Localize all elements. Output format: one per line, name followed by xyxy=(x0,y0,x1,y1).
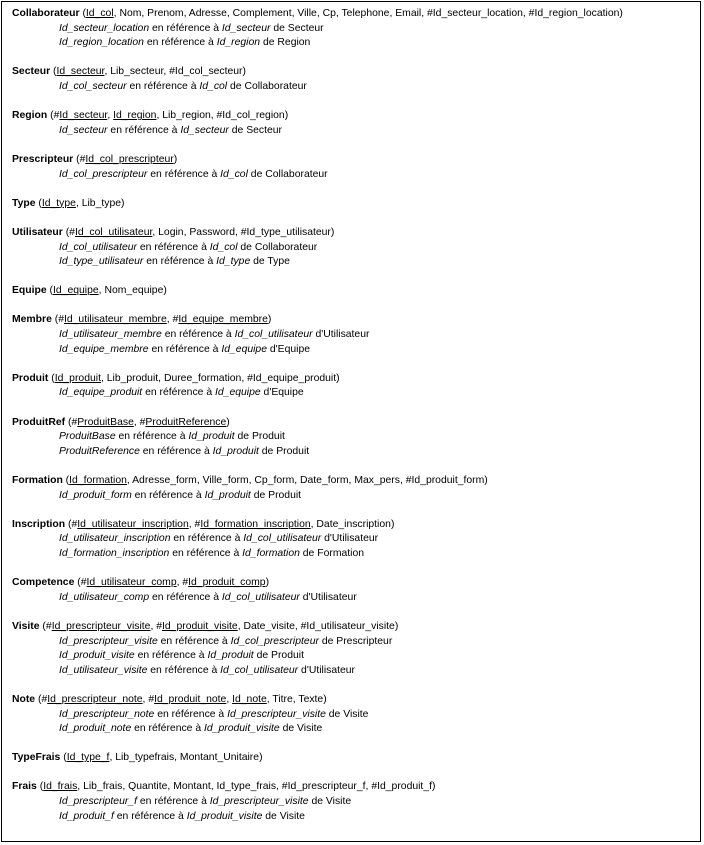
relational-schema xyxy=(12,7,694,839)
entity-name: Frais xyxy=(12,781,37,793)
entity-block xyxy=(12,751,694,766)
attribute: Id_type_frais xyxy=(216,781,277,793)
reference-preposition: de xyxy=(253,489,266,501)
reference-preposition: de xyxy=(265,810,277,822)
reference-preposition: de xyxy=(262,37,275,49)
entity-name: Type xyxy=(12,197,36,209)
entity-definition: Collaborateur (Id_col, Nom, Prenom, Adresse, Complement, Ville, Cp, Telephone, Email, #Id_secteur_location, #Id_region_location) xyxy=(12,8,623,19)
foreign-key-reference xyxy=(12,591,694,606)
referenced-table: Region xyxy=(277,37,311,49)
entity-definition: Equipe (Id_equipe, Nom_equipe) xyxy=(12,285,167,297)
referenced-table: Visite xyxy=(297,723,323,735)
referenced-table: Collaborateur xyxy=(244,80,307,92)
reference-phrase: en référence à xyxy=(152,591,220,603)
reference-phrase: en référence à xyxy=(139,796,207,808)
primary-key-attribute: Id_col_utilisateur xyxy=(74,226,153,238)
primary-key-attribute: Id_utilisateur_comp xyxy=(86,577,177,589)
attribute: Prenom xyxy=(147,8,184,19)
attribute: Max_pers xyxy=(354,475,400,486)
entity-name: Inscription xyxy=(12,518,66,530)
referenced-table: Produit xyxy=(271,650,304,662)
attribute: Texte xyxy=(298,693,324,705)
referenced-column: Id_equipe xyxy=(215,387,261,399)
reference-phrase: en référence à xyxy=(137,650,205,662)
referenced-table: Produit xyxy=(251,431,285,443)
entity-definition: ProduitRef (#ProduitBase, #ProduitReference) xyxy=(12,416,230,428)
foreign-key-reference xyxy=(12,80,694,95)
reference-preposition: de xyxy=(253,256,265,268)
foreign-key-name: Id_formation_inscription xyxy=(59,547,170,559)
reference-phrase: en référence à xyxy=(150,664,218,676)
referenced-column: Id_produit xyxy=(188,431,235,443)
entity-definition: Visite (#Id_prescripteur_visite, #Id_produit_visite, Date_visite, #Id_utilisateur_visite) xyxy=(12,620,399,632)
attribute: Lib_region xyxy=(162,110,211,122)
reference-phrase: en référence à xyxy=(142,445,210,457)
entity-name: Note xyxy=(12,693,36,705)
reference-phrase: en référence à xyxy=(134,723,202,735)
entity-name: Prescripteur xyxy=(12,153,74,165)
entity-name: Equipe xyxy=(12,285,47,297)
foreign-key-name: Id_prescripteur_note xyxy=(59,708,155,720)
primary-key-attribute: ProduitBase xyxy=(77,416,134,428)
referenced-table: Visite xyxy=(325,796,352,808)
entity-name: Competence xyxy=(12,577,75,589)
primary-key-attribute: ProduitReference xyxy=(145,416,227,428)
foreign-key-reference xyxy=(12,328,694,343)
referenced-table: Utilisateur xyxy=(310,591,357,603)
primary-key-attribute: Id_equipe_membre xyxy=(178,314,268,326)
entity-definition: Prescripteur (#Id_col_prescripteur) xyxy=(12,153,178,165)
entity-block xyxy=(12,474,694,503)
foreign-key-name: Id_produit_form xyxy=(59,489,132,501)
foreign-key-reference xyxy=(12,547,694,562)
reference-phrase: en référence à xyxy=(146,37,214,49)
attribute: Date_visite xyxy=(243,620,295,632)
primary-key-attribute: Id_secteur xyxy=(56,66,105,78)
attribute: Adresse_form xyxy=(132,475,197,486)
referenced-table: Utilisateur xyxy=(331,533,379,545)
entity-definition: Produit (Id_produit, Lib_produit, Duree_formation, #Id_equipe_produit) xyxy=(12,372,340,384)
attribute: #Id_equipe_produit xyxy=(247,372,337,384)
entity-block xyxy=(12,109,694,138)
entity-block xyxy=(12,313,694,357)
foreign-key-reference xyxy=(12,241,694,256)
foreign-key-name: Id_equipe_membre xyxy=(59,343,149,355)
attribute: #Id_utilisateur_visite xyxy=(300,620,395,632)
referenced-column: Id_produit_visite xyxy=(204,723,280,735)
entity-block xyxy=(12,620,694,678)
entity-definition: Secteur (Id_secteur, Lib_secteur, #Id_col_secteur) xyxy=(12,66,246,78)
attribute: Adresse xyxy=(188,8,227,19)
foreign-key-name: Id_prescripteur_visite xyxy=(59,635,158,647)
referenced-column: Id_equipe xyxy=(221,343,267,355)
entity-block xyxy=(12,65,694,94)
foreign-key-reference xyxy=(12,22,694,37)
reference-preposition: de xyxy=(240,241,252,253)
referenced-column: Id_prescripteur_visite xyxy=(209,796,309,808)
attribute: Quantite xyxy=(128,781,168,793)
entity-block xyxy=(12,780,694,824)
primary-key-attribute: Id_utilisateur_inscription xyxy=(77,518,189,530)
primary-key-attribute: Id_produit_note xyxy=(154,693,227,705)
document-frame xyxy=(1,1,701,842)
referenced-table: Secteur xyxy=(287,22,324,34)
attribute: #Id_prescripteur_f xyxy=(281,781,366,793)
foreign-key-reference xyxy=(12,489,694,504)
reference-preposition: de xyxy=(231,124,244,136)
entity-block xyxy=(12,226,694,270)
entity-name: Region xyxy=(12,110,48,122)
entity-definition: Inscription (#Id_utilisateur_inscription, #Id_formation_inscription, Date_inscription) xyxy=(12,518,395,530)
foreign-key-reference xyxy=(12,255,694,270)
foreign-key-reference xyxy=(12,36,694,51)
primary-key-attribute: Id_col_prescripteur xyxy=(85,153,174,165)
referenced-table: Utilisateur xyxy=(323,329,370,341)
attribute: Titre xyxy=(272,693,293,705)
primary-key-attribute: Id_utilisateur_membre xyxy=(63,314,167,326)
entity-block xyxy=(12,284,694,299)
foreign-key-name: Id_equipe_produit xyxy=(59,387,143,399)
entity-definition: Formation (Id_formation, Adresse_form, Ville_form, Cp_form, Date_form, Max_pers, #Id_produit_form) xyxy=(12,475,488,486)
referenced-column: Id_col_prescripteur xyxy=(230,635,319,647)
foreign-key-reference xyxy=(12,795,694,810)
entity-definition: Membre (#Id_utilisateur_membre, #Id_equipe_membre) xyxy=(12,314,272,326)
attribute: Montant xyxy=(173,781,211,793)
attribute: Duree_formation xyxy=(163,372,242,384)
attribute: Telephone xyxy=(341,8,390,19)
reference-phrase: en référence à xyxy=(145,387,213,399)
reference-phrase: en référence à xyxy=(157,708,225,720)
referenced-column: Id_produit xyxy=(212,445,259,457)
referenced-table: Equipe xyxy=(271,387,304,399)
attribute: Ville xyxy=(297,8,317,19)
attribute: #Id_type_utilisateur xyxy=(240,226,331,238)
attribute: Lib_produit xyxy=(106,372,159,384)
referenced-column: Id_col_utilisateur xyxy=(220,664,299,676)
primary-key-attribute: Id_prescripteur_note xyxy=(47,693,143,705)
primary-key-attribute: Id_type xyxy=(41,197,76,209)
foreign-key-name: Id_utilisateur_inscription xyxy=(59,533,171,545)
referenced-column: Id_secteur xyxy=(180,124,229,136)
reference-preposition: d' xyxy=(324,533,332,545)
foreign-key-name: Id_utilisateur_comp xyxy=(59,591,150,603)
foreign-key-reference xyxy=(12,168,694,183)
attribute: Complement xyxy=(232,8,292,19)
reference-preposition: de xyxy=(237,431,250,443)
foreign-key-reference xyxy=(12,445,694,460)
primary-key-attribute: Id_col xyxy=(85,8,114,19)
primary-key-attribute: Id_region xyxy=(113,110,157,122)
entity-name: Visite xyxy=(12,620,40,632)
foreign-key-name: Id_utilisateur_membre xyxy=(59,329,162,341)
reference-phrase: en référence à xyxy=(118,431,186,443)
attribute: Date_form xyxy=(300,475,349,486)
foreign-key-name: Id_produit_visite xyxy=(59,650,135,662)
referenced-column: Id_type xyxy=(216,256,251,268)
referenced-table: Secteur xyxy=(246,124,283,136)
referenced-column: Id_col_utilisateur xyxy=(243,533,322,545)
attribute: #Id_col_secteur xyxy=(169,66,243,78)
referenced-column: Id_region xyxy=(216,37,261,49)
attribute: Cp_form xyxy=(254,475,295,486)
foreign-key-name: Id_secteur_location xyxy=(59,22,150,34)
primary-key-attribute: Id_type_f xyxy=(66,752,110,764)
referenced-table: Visite xyxy=(343,708,369,720)
entity-definition: Frais (Id_frais, Lib_frais, Quantite, Montant, Id_type_frais, #Id_prescripteur_f, #Id_produit_f) xyxy=(12,781,436,793)
foreign-key-reference xyxy=(12,386,694,401)
reference-phrase: en référence à xyxy=(150,168,218,180)
attribute: Cp xyxy=(322,8,336,19)
referenced-table: Produit xyxy=(276,445,310,457)
foreign-key-name: Id_col_secteur xyxy=(59,80,127,92)
entity-name: Secteur xyxy=(12,66,51,78)
reference-preposition: de xyxy=(256,650,269,662)
reference-preposition: de xyxy=(321,635,334,647)
referenced-column: Id_col xyxy=(209,241,238,253)
referenced-column: Id_prescripteur_visite xyxy=(227,708,326,720)
foreign-key-name: ProduitBase xyxy=(59,431,116,443)
referenced-column: Id_produit xyxy=(207,650,254,662)
reference-phrase: en référence à xyxy=(110,124,178,136)
entity-name: Formation xyxy=(12,475,63,486)
referenced-column: Id_col_utilisateur xyxy=(221,591,300,603)
attribute: Lib_type xyxy=(81,197,122,209)
foreign-key-name: Id_produit_f xyxy=(59,810,114,822)
entity-name: Membre xyxy=(12,314,52,326)
foreign-key-name: ProduitReference xyxy=(59,445,140,457)
primary-key-attribute: Id_secteur xyxy=(59,110,108,122)
foreign-key-name: Id_produit_note xyxy=(59,723,132,735)
attribute: Nom_equipe xyxy=(104,285,164,297)
foreign-key-reference xyxy=(12,722,694,737)
referenced-table: Utilisateur xyxy=(308,664,356,676)
foreign-key-name: Id_prescripteur_f xyxy=(59,796,137,808)
referenced-table: Produit xyxy=(268,489,302,501)
attribute: #Id_col_region xyxy=(216,110,285,122)
reference-preposition: d' xyxy=(302,591,311,603)
referenced-table: Visite xyxy=(279,810,305,822)
reference-preposition: de xyxy=(261,445,274,457)
primary-key-attribute: Id_equipe xyxy=(53,285,99,297)
reference-phrase: en référence à xyxy=(152,22,220,34)
reference-preposition: de xyxy=(273,22,285,34)
entity-block xyxy=(12,7,694,51)
attribute: Date_inscription xyxy=(316,518,391,530)
foreign-key-reference xyxy=(12,664,694,679)
referenced-table: Equipe xyxy=(277,343,311,355)
entity-name: Produit xyxy=(12,372,49,384)
foreign-key-reference xyxy=(12,649,694,664)
reference-preposition: d' xyxy=(269,343,278,355)
foreign-key-reference xyxy=(12,708,694,723)
attribute: Montant_Unitaire xyxy=(179,752,260,764)
primary-key-attribute: Id_produit_visite xyxy=(162,620,238,632)
attribute: Nom xyxy=(119,8,142,19)
foreign-key-reference xyxy=(12,810,694,825)
referenced-column: Id_col xyxy=(199,80,228,92)
reference-phrase: en référence à xyxy=(116,810,184,822)
primary-key-attribute: Id_formation xyxy=(69,475,127,486)
entity-name: ProduitRef xyxy=(12,416,66,428)
referenced-table: Type xyxy=(267,256,290,268)
reference-preposition: de xyxy=(302,547,315,559)
foreign-key-reference xyxy=(12,343,694,358)
referenced-table: Prescripteur xyxy=(336,635,393,647)
referenced-column: Id_col_utilisateur xyxy=(234,329,313,341)
entity-block xyxy=(12,372,694,401)
attribute: Login xyxy=(158,226,184,238)
foreign-key-reference xyxy=(12,124,694,139)
reference-phrase: en référence à xyxy=(151,343,219,355)
reference-phrase: en référence à xyxy=(172,547,240,559)
reference-phrase: en référence à xyxy=(164,329,232,341)
foreign-key-name: Id_region_location xyxy=(59,37,144,49)
entity-name: Utilisateur xyxy=(12,226,63,238)
reference-preposition: de xyxy=(250,168,263,180)
reference-phrase: en référence à xyxy=(160,635,228,647)
foreign-key-name: Id_col_prescripteur xyxy=(59,168,148,180)
primary-key-attribute: Id_produit_comp xyxy=(188,577,266,589)
entity-block xyxy=(12,576,694,605)
entity-block xyxy=(12,518,694,562)
reference-phrase: en référence à xyxy=(129,80,197,92)
attribute: Lib_secteur xyxy=(110,66,164,78)
entity-block xyxy=(12,416,694,460)
entity-definition: Note (#Id_prescripteur_note, #Id_produit_note, Id_note, Titre, Texte) xyxy=(12,693,327,705)
reference-preposition: de xyxy=(230,80,242,92)
reference-phrase: en référence à xyxy=(139,241,207,253)
entity-name: Collaborateur xyxy=(12,8,80,19)
primary-key-attribute: Id_frais xyxy=(43,781,78,793)
entity-definition: Competence (#Id_utilisateur_comp, #Id_produit_comp) xyxy=(12,577,270,589)
reference-preposition: d' xyxy=(301,664,309,676)
referenced-column: Id_formation xyxy=(242,547,300,559)
referenced-column: Id_col xyxy=(220,168,248,180)
reference-preposition: d' xyxy=(315,329,324,341)
foreign-key-name: Id_col_utilisateur xyxy=(59,241,137,253)
entity-definition: Region (#Id_secteur, Id_region, Lib_region, #Id_col_region) xyxy=(12,110,289,122)
reference-phrase: en référence à xyxy=(134,489,202,501)
primary-key-attribute: Id_produit xyxy=(54,372,101,384)
foreign-key-name: Id_type_utilisateur xyxy=(59,256,144,268)
reference-preposition: de xyxy=(282,723,295,735)
referenced-column: Id_secteur xyxy=(221,22,271,34)
attribute: Lib_typefrais xyxy=(115,752,175,764)
primary-key-attribute: Id_note xyxy=(232,693,267,705)
attribute: #Id_secteur_location xyxy=(427,8,523,19)
entity-name: TypeFrais xyxy=(12,752,61,764)
referenced-table: Collaborateur xyxy=(265,168,328,180)
foreign-key-reference xyxy=(12,532,694,547)
referenced-column: Id_produit xyxy=(204,489,251,501)
foreign-key-reference xyxy=(12,635,694,650)
foreign-key-reference xyxy=(12,430,694,445)
referenced-table: Collaborateur xyxy=(254,241,318,253)
reference-phrase: en référence à xyxy=(146,256,214,268)
attribute: #Id_region_location xyxy=(528,8,620,19)
foreign-key-name: Id_utilisateur_visite xyxy=(59,664,148,676)
entity-definition: TypeFrais (Id_type_f, Lib_typefrais, Montant_Unitaire) xyxy=(12,752,263,764)
attribute: Ville_form xyxy=(202,475,249,486)
attribute: #Id_produit_form xyxy=(405,475,485,486)
referenced-table: Formation xyxy=(317,547,365,559)
reference-phrase: en référence à xyxy=(173,533,241,545)
entity-block xyxy=(12,197,694,212)
attribute: Lib_frais xyxy=(83,781,123,793)
entity-block xyxy=(12,153,694,182)
primary-key-attribute: Id_formation_inscription xyxy=(200,518,311,530)
entity-block xyxy=(12,693,694,737)
primary-key-attribute: Id_prescripteur_visite xyxy=(51,620,151,632)
reference-preposition: de xyxy=(328,708,341,720)
reference-preposition: de xyxy=(311,796,323,808)
entity-definition: Type (Id_type, Lib_type) xyxy=(12,197,125,209)
attribute: Password xyxy=(189,226,235,238)
reference-preposition: d' xyxy=(263,387,272,399)
attribute: #Id_produit_f xyxy=(371,781,432,793)
foreign-key-name: Id_secteur xyxy=(59,124,108,136)
entity-definition: Utilisateur (#Id_col_utilisateur, Login, Password, #Id_type_utilisateur) xyxy=(12,226,335,238)
attribute: Email xyxy=(395,8,422,19)
referenced-column: Id_produit_visite xyxy=(186,810,263,822)
